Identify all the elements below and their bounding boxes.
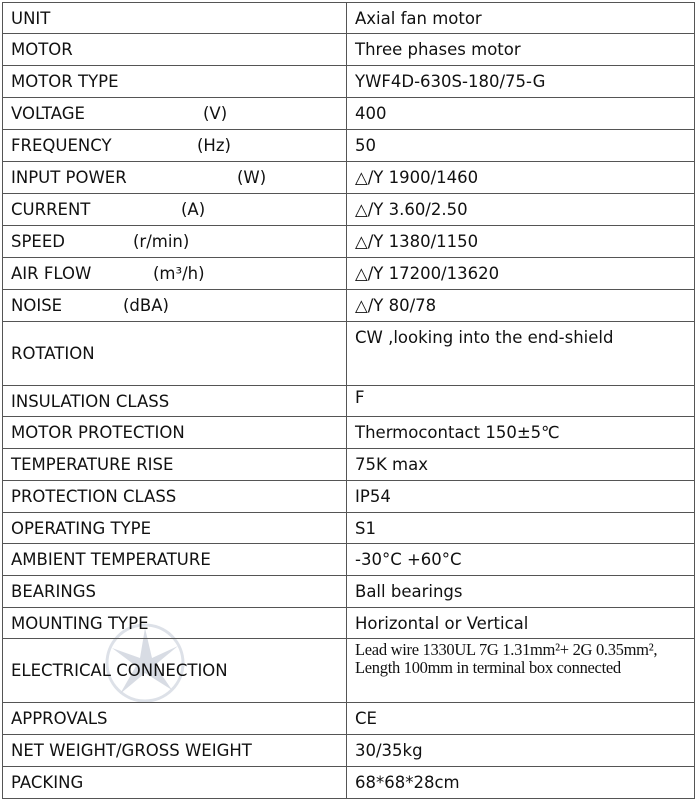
table-row xyxy=(3,194,695,226)
table-row xyxy=(3,449,695,481)
param-cell xyxy=(3,639,347,703)
param-value: Lead wire 1330UL 7G 1.31mm²+ 2G 0.35mm², xyxy=(355,640,658,659)
value-cell xyxy=(347,417,695,449)
value-cell xyxy=(347,449,695,481)
param-cell xyxy=(3,34,347,66)
spec-table xyxy=(2,2,695,799)
table-row xyxy=(3,3,695,34)
param-label: NOISE xyxy=(11,296,63,315)
param-value: Ball bearings xyxy=(355,582,463,601)
param-value: Axial fan motor xyxy=(355,8,482,28)
table-row xyxy=(3,386,695,417)
value-cell xyxy=(347,481,695,513)
table-row xyxy=(3,767,695,799)
param-label-group xyxy=(11,232,338,251)
table-row xyxy=(3,130,695,162)
table-row xyxy=(3,162,695,194)
table-row xyxy=(3,703,695,735)
value-cell xyxy=(347,98,695,130)
table-row xyxy=(3,34,695,66)
param-value: Thermocontact 150±5℃ xyxy=(355,423,560,442)
value-cell xyxy=(347,735,695,767)
value-cell xyxy=(347,513,695,544)
param-unit: (W) xyxy=(237,168,267,187)
param-label: APPROVALS xyxy=(11,709,108,728)
value-cell xyxy=(347,322,695,386)
param-label: MOUNTING TYPE xyxy=(11,613,149,633)
param-cell xyxy=(3,162,347,194)
param-label: MOTOR xyxy=(11,40,73,59)
value-cell xyxy=(347,767,695,799)
table-row xyxy=(3,481,695,513)
value-cell xyxy=(347,703,695,735)
value-cell xyxy=(347,290,695,322)
param-label: INSULATION CLASS xyxy=(11,391,170,411)
param-value: CW ,looking into the end-shield xyxy=(355,328,614,347)
table-row xyxy=(3,66,695,98)
param-cell xyxy=(3,481,347,513)
param-value: △/Y 1900/1460 xyxy=(355,168,479,187)
table-row xyxy=(3,258,695,290)
param-cell xyxy=(3,226,347,258)
param-cell xyxy=(3,608,347,639)
param-value: F xyxy=(355,388,365,407)
param-label: UNIT xyxy=(11,8,51,28)
param-value: △/Y 1380/1150 xyxy=(355,232,479,251)
param-value: S1 xyxy=(355,518,376,538)
table-row xyxy=(3,639,695,703)
value-cell xyxy=(347,576,695,608)
param-value: Horizontal or Vertical xyxy=(355,613,529,633)
table-row xyxy=(3,608,695,639)
param-label: ELECTRICAL CONNECTION xyxy=(11,661,228,680)
param-cell xyxy=(3,735,347,767)
param-label-group xyxy=(11,168,338,187)
param-unit: (A) xyxy=(181,200,206,219)
param-cell xyxy=(3,544,347,576)
table-row xyxy=(3,98,695,130)
param-value: CE xyxy=(355,709,377,728)
value-cell xyxy=(347,639,695,703)
param-label: SPEED xyxy=(11,232,65,251)
param-cell xyxy=(3,417,347,449)
param-label-group xyxy=(11,296,338,315)
param-label: MOTOR PROTECTION xyxy=(11,423,185,442)
param-cell xyxy=(3,290,347,322)
param-label: MOTOR TYPE xyxy=(11,72,119,91)
param-label: CURRENT xyxy=(11,200,91,219)
param-value: 75K max xyxy=(355,455,429,474)
value-cell xyxy=(347,608,695,639)
param-value: △/Y 17200/13620 xyxy=(355,264,500,283)
param-value: △/Y 3.60/2.50 xyxy=(355,200,468,219)
value-cell xyxy=(347,226,695,258)
param-label: INPUT POWER xyxy=(11,168,127,187)
param-cell xyxy=(3,98,347,130)
value-cell xyxy=(347,130,695,162)
value-cell xyxy=(347,258,695,290)
param-unit: (r/min) xyxy=(133,232,190,251)
param-value: YWF4D-630S-180/75-G xyxy=(355,72,546,91)
value-cell xyxy=(347,194,695,226)
param-label: BEARINGS xyxy=(11,582,96,601)
param-label: NET WEIGHT/GROSS WEIGHT xyxy=(11,741,252,760)
table-row xyxy=(3,322,695,386)
param-unit: (m³/h) xyxy=(153,264,205,283)
param-cell xyxy=(3,3,347,34)
param-value: IP54 xyxy=(355,487,391,506)
param-value: 30/35kg xyxy=(355,741,423,760)
param-value: △/Y 80/78 xyxy=(355,296,437,315)
param-cell xyxy=(3,386,347,417)
param-label-group xyxy=(11,264,338,283)
param-value-line2: Length 100mm in terminal box connected xyxy=(355,658,621,677)
param-label: PROTECTION CLASS xyxy=(11,487,177,506)
param-value: 68*68*28cm xyxy=(355,773,460,792)
param-cell xyxy=(3,194,347,226)
table-row xyxy=(3,513,695,544)
param-value: Three phases motor xyxy=(355,40,521,59)
value-cell xyxy=(347,162,695,194)
value-cell xyxy=(347,386,695,417)
param-label-group xyxy=(11,136,338,155)
param-label: FREQUENCY xyxy=(11,136,112,155)
param-label: AIR FLOW xyxy=(11,264,92,283)
param-cell xyxy=(3,66,347,98)
param-label-group xyxy=(11,104,338,123)
param-label: AMBIENT TEMPERATURE xyxy=(11,550,211,569)
param-cell xyxy=(3,130,347,162)
param-cell xyxy=(3,258,347,290)
table-row xyxy=(3,226,695,258)
param-cell xyxy=(3,576,347,608)
table-row xyxy=(3,576,695,608)
param-value: -30°C +60°C xyxy=(355,550,462,569)
param-label: ROTATION xyxy=(11,344,95,363)
param-cell xyxy=(3,767,347,799)
table-row xyxy=(3,735,695,767)
param-value: 400 xyxy=(355,104,387,123)
value-cell xyxy=(347,3,695,34)
table-row xyxy=(3,544,695,576)
param-label: PACKING xyxy=(11,773,84,792)
param-cell xyxy=(3,703,347,735)
param-label: OPERATING TYPE xyxy=(11,518,152,538)
value-cell xyxy=(347,544,695,576)
param-value: 50 xyxy=(355,136,376,155)
param-cell xyxy=(3,513,347,544)
param-label: TEMPERATURE RISE xyxy=(11,455,174,474)
param-unit: (dBA) xyxy=(123,296,169,315)
param-cell xyxy=(3,449,347,481)
table-row xyxy=(3,290,695,322)
param-label: VOLTAGE xyxy=(11,104,85,123)
param-label-group xyxy=(11,200,338,219)
value-cell xyxy=(347,66,695,98)
param-unit: (V) xyxy=(203,104,228,123)
value-cell xyxy=(347,34,695,66)
param-cell xyxy=(3,322,347,386)
param-unit: (Hz) xyxy=(197,136,231,155)
table-row xyxy=(3,417,695,449)
